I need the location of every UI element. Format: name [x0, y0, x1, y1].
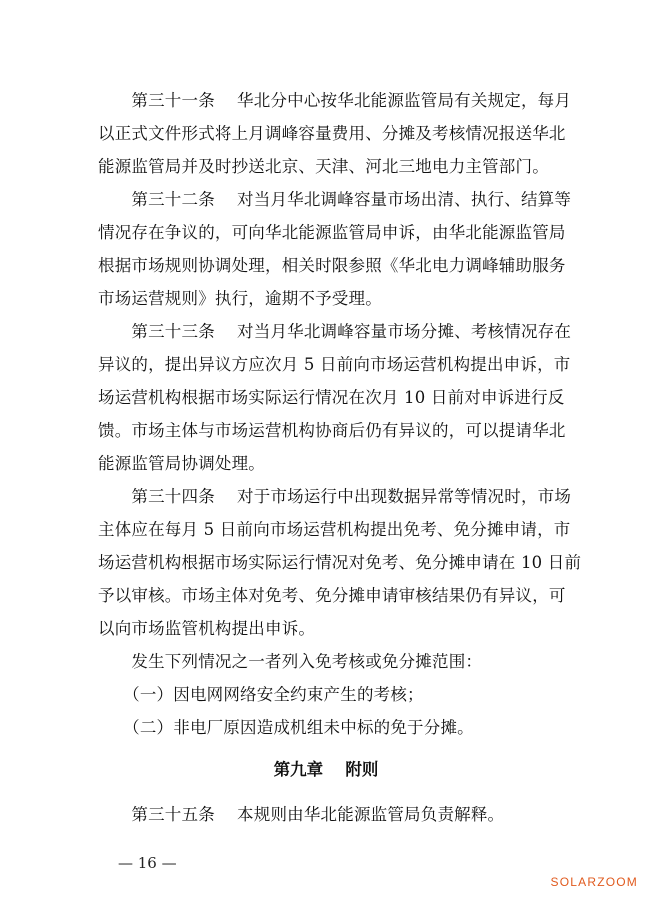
paragraph-line: 主体应在每月 5 日前向市场运营机构提出免考、免分摊申请，市 — [98, 520, 571, 539]
paragraph-line: 发生下列情况之一者列入免考核或免分摊范围： — [98, 652, 483, 671]
paragraph-line: 情况存在争议的，可向华北能源监管局申诉，由华北能源监管局 — [98, 223, 566, 242]
list-item: （一）因电网网络安全约束产生的考核； — [98, 685, 424, 704]
paragraph-line: 予以审核。市场主体对免考、免分摊申请审核结果仍有异议，可 — [98, 586, 566, 605]
page-number: — 16 — — [118, 854, 177, 872]
paragraph-line: 市场运营规则》执行，逾期不予受理。 — [98, 289, 382, 308]
paragraph-line: 能源监管局并及时抄送北京、天津、河北三地电力主管部门。 — [98, 157, 549, 176]
paragraph-line: 第三十四条 对于市场运行中出现数据异常等情况时，市场 — [98, 487, 572, 506]
paragraph-line: 第三十一条 华北分中心按华北能源监管局有关规定，每月 — [98, 91, 572, 110]
list-item: （二）非电厂原因造成机组未中标的免于分摊。 — [98, 718, 474, 737]
paragraph-line: 馈。市场主体与市场运营机构协商后仍有异议的，可以提请华北 — [98, 421, 566, 440]
paragraph-line: 第三十五条 本规则由华北能源监管局负责解释。 — [98, 805, 505, 824]
paragraph-line: 能源监管局协调处理。 — [98, 454, 265, 473]
chapter-heading: 第九章 附则 — [273, 760, 379, 779]
paragraph-line: 场运营机构根据市场实际运行情况在次月 10 日前对申诉进行反 — [98, 388, 565, 407]
paragraph-line: 第三十三条 对当月华北调峰容量市场分摊、考核情况存在 — [98, 322, 572, 341]
paragraph-line: 以向市场监管机构提出申诉。 — [98, 619, 316, 638]
watermark-logo: SOLARZOOM — [550, 875, 638, 889]
paragraph-line: 场运营机构根据市场实际运行情况对免考、免分摊申请在 10 日前 — [98, 553, 582, 572]
paragraph-line: 根据市场规则协调处理，相关时限参照《华北电力调峰辅助服务 — [98, 256, 566, 275]
paragraph-line: 以正式文件形式将上月调峰容量费用、分摊及考核情况报送华北 — [98, 124, 566, 143]
paragraph-line: 第三十二条 对当月华北调峰容量市场出清、执行、结算等 — [98, 190, 572, 209]
paragraph-line: 异议的，提出异议方应次月 5 日前向市场运营机构提出申诉，市 — [98, 355, 571, 374]
